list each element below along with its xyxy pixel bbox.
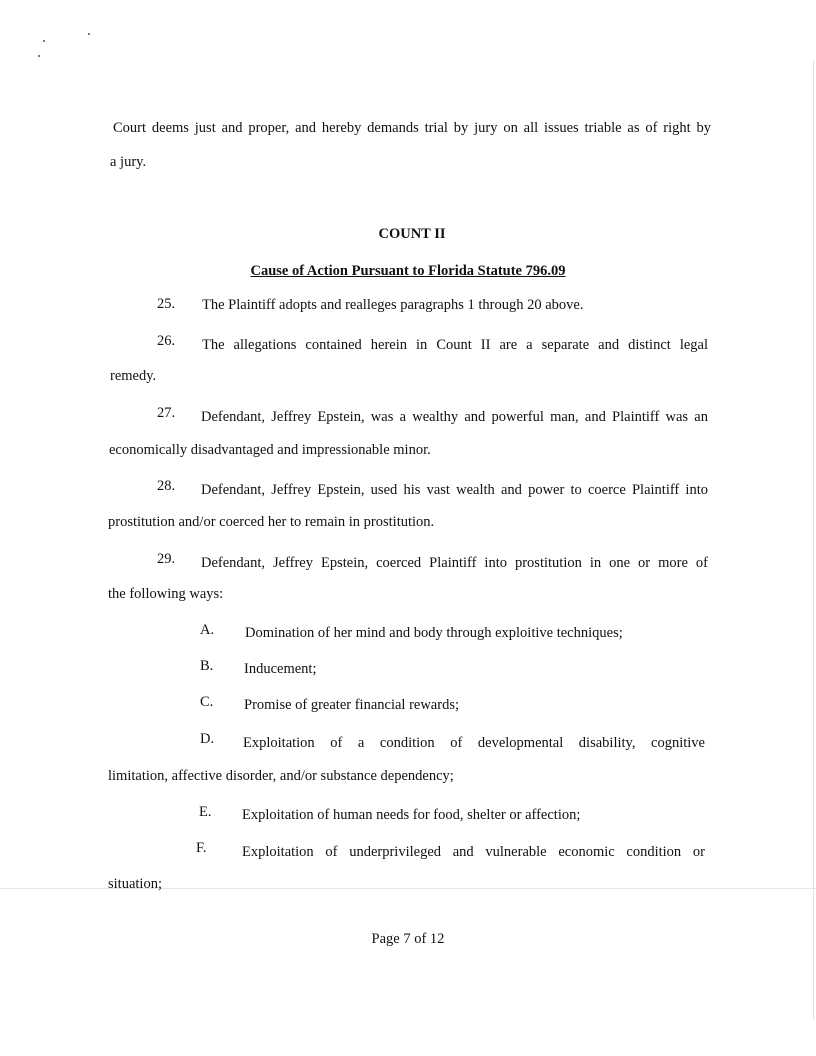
page-number: Page 7 of 12 (371, 931, 445, 947)
list-item-a-text: Domination of her mind and body through exploitive techniques; (245, 625, 623, 641)
list-item-letter: D. (200, 731, 215, 747)
list-item-f-line-1: Exploitation of underprivileged and vulnerable economic condition or (242, 844, 705, 860)
paragraph-number: 28. (157, 478, 176, 494)
scan-edge-line (813, 60, 814, 1020)
list-item-letter: C. (200, 694, 214, 710)
list-item-d-line-1: Exploitation of a condition of developmental disability, cognitive (243, 735, 705, 751)
list-item-b-text: Inducement; (244, 661, 317, 677)
paragraph-27-line-1: Defendant, Jeffrey Epstein, was a wealthy and powerful man, and Plaintiff was an (201, 409, 708, 425)
paragraph-number: 25. (157, 296, 176, 312)
paragraph-29-line-1: Defendant, Jeffrey Epstein, coerced Plaintiff into prostitution in one or more of (201, 555, 708, 571)
scan-speck (38, 55, 40, 57)
count-heading: COUNT II (378, 226, 446, 242)
paragraph-28-line-1: Defendant, Jeffrey Epstein, used his vast wealth and power to coerce Plaintiff into (201, 482, 708, 498)
list-item-letter: F. (196, 840, 207, 856)
scan-speck (88, 33, 90, 35)
list-item-letter: B. (200, 658, 214, 674)
paragraph-26-line-1: The allegations contained herein in Count II are a separate and distinct legal (202, 337, 708, 353)
paragraph-number: 27. (157, 405, 176, 421)
paragraph-28-line-2: prostitution and/or coerced her to remain in prostitution. (108, 514, 435, 530)
paragraph-27-line-2: economically disadvantaged and impressionable minor. (109, 442, 431, 458)
paragraph-number: 29. (157, 551, 176, 567)
list-item-d-line-2: limitation, affective disorder, and/or substance dependency; (108, 768, 454, 784)
list-item-letter: E. (199, 804, 212, 820)
scan-speck (43, 40, 45, 42)
list-item-f-line-2: situation; (108, 876, 162, 892)
count-subheading: Cause of Action Pursuant to Florida Statute 796.09 (250, 263, 566, 279)
continuation-line-1: Court deems just and proper, and hereby demands trial by jury on all issues triable as of right by (113, 120, 711, 136)
paragraph-25-text: The Plaintiff adopts and realleges paragraphs 1 through 20 above. (202, 297, 584, 313)
continuation-line-2: a jury. (110, 154, 147, 170)
paragraph-number: 26. (157, 333, 176, 349)
paragraph-29-line-2: the following ways: (108, 586, 224, 602)
list-item-letter: A. (200, 622, 215, 638)
paragraph-26-line-2: remedy. (110, 368, 157, 384)
list-item-c-text: Promise of greater financial rewards; (244, 697, 459, 713)
list-item-e-text: Exploitation of human needs for food, shelter or affection; (242, 807, 581, 823)
